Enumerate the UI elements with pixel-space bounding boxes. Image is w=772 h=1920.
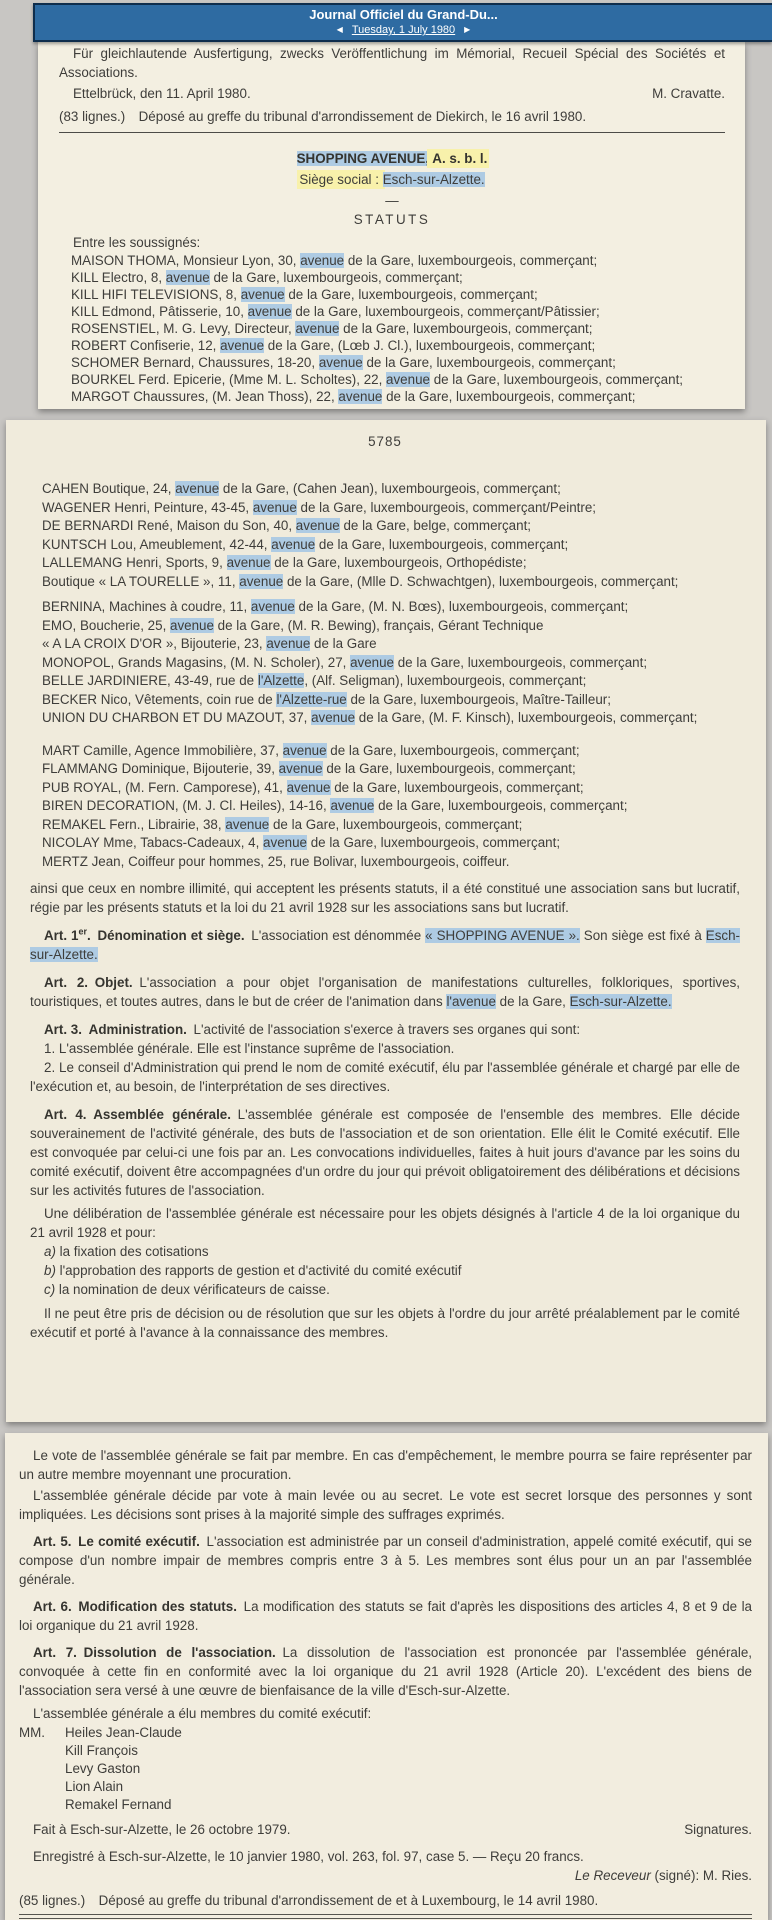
- journal-title: Journal Officiel du Grand-Du...: [309, 7, 498, 22]
- article-4: Art. 4. Assemblée générale. L'assemblée générale est composée de l'ensemble des membres. Elle décide souverainement de l'activité générale, des buts de l'association et de son orientation. Elle élit le Comité exécutif. Elle est convoquée par celui-ci une fois par an. Les convocations individuelles, faites à huit jours d'avance par les soins du comité exécutif, doivent être accompagnées d'un ordre du jour qui prévoit obligatoirement des délibérations et décisions sur les activités futures de l'association.: [30, 1107, 740, 1198]
- text-line: BELLE JARDINIERE, 43-49, rue de l'Alzette, (Alf. Seligman), luxembourgeois, commerçant;: [42, 673, 587, 688]
- search-match-highlight: avenue: [175, 481, 220, 496]
- siege-social-line: [59, 170, 725, 189]
- committee-member: MM. Heiles Jean-Claude: [19, 1725, 182, 1740]
- text-line: CAHEN Boutique, 24, avenue de la Gare, (Cahen Jean), luxembourgeois, commerçant;: [42, 481, 561, 496]
- text-line: WAGENER Henri, Peinture, 43-45, avenue de la Gare, luxembourgeois, commerçant/Peintre;: [42, 499, 596, 515]
- search-match-highlight: avenue: [225, 816, 270, 832]
- search-match-highlight: Esch-sur-Alzette.: [30, 928, 740, 962]
- date-navigation: [35, 23, 772, 37]
- text-line: ROBERT Confiserie, 12, avenue de la Gare, (Lœb J. Cl.), luxembourgeois, commerçant;: [71, 338, 596, 353]
- text-line: MERTZ Jean, Coiffeur pour hommes, 25, rue Bolivar, luxembourgeois, coiffeur.: [42, 853, 510, 869]
- search-match-highlight: avenue: [239, 573, 284, 589]
- statuts-heading: STATUTS: [353, 212, 431, 227]
- text-line: MAISON THOMA, Monsieur Lyon, 30, avenue de la Gare, luxembourgeois, commerçant;: [71, 253, 598, 268]
- text-line: MONOPOL, Grands Magasins, (M. N. Scholer), 27, avenue de la Gare, luxembourgeois, commerçant;: [42, 654, 648, 670]
- text-line: Für gleichlautende Ausfertigung, zwecks Veröffentlichung im Mémorial, Recueil Spécial des Sociétés et Associations.: [59, 46, 725, 80]
- committee-member: Levy Gaston: [65, 1761, 141, 1776]
- search-context-highlight: A. s. b. l.: [429, 151, 488, 166]
- article-1: Art. 1er. Dénomination et siège. L'association est dénommée « SHOPPING AVENUE ». Son siège est fixé à Esch-sur-Alzette.: [30, 926, 740, 962]
- text-line: Enregistré à Esch-sur-Alzette, le 10 janvier 1980, vol. 263, fol. 97, case 5. — Reçu 20 francs.: [33, 1849, 584, 1864]
- text-line: KUNTSCH Lou, Ameublement, 42-44, avenue de la Gare, luxembourgeois, commerçant;: [42, 536, 569, 552]
- search-match-highlight: avenue: [386, 372, 430, 387]
- text-line: BOURKEL Ferd. Epicerie, (Mme M. L. Scholtes), 22, avenue de la Gare, luxembourgeois, commerçant;: [71, 372, 684, 387]
- dateline: Ettelbrück, den 11. April 1980. M. Cravatte.: [73, 86, 725, 101]
- search-match-highlight: l'Alzette: [257, 673, 305, 688]
- search-match-highlight: avenue: [220, 338, 265, 353]
- text-line: MARGOT Chaussures, (M. Jean Thoss), 22, avenue de la Gare, luxembourgeois, commerçant;: [71, 389, 636, 404]
- search-match-highlight: avenue: [165, 270, 210, 285]
- article-5: Art. 5. Le comité exécutif. L'association est administrée par un conseil d'administration, appelé comité exécutif, qui se compose d'un nombre impair de membres compris entre 3 à 5. Les membres sont élus pour un an par l'assemblée générale.: [19, 1534, 752, 1587]
- search-match-highlight: SHOPPING AVENUE,: [296, 151, 430, 166]
- text-line: BERNINA, Machines à coudre, 11, avenue de la Gare, (M. N. Bœs), luxembourgeois, commerçant;: [42, 599, 629, 614]
- search-match-highlight: Esch-sur-Alzette.: [569, 994, 672, 1009]
- text-line: UNION DU CHARBON ET DU MAZOUT, 37, avenue de la Gare, (M. F. Kinsch), luxembourgeois, commerçant;: [42, 710, 698, 725]
- text-line: Le vote de l'assemblée générale se fait par membre. En cas d'empêchement, le membre pourra se faire représenter par un autre membre moyennant une procuration.: [19, 1448, 752, 1482]
- scanned-page-3: [5, 1433, 768, 1920]
- text-line: « A LA CROIX D'OR », Bijouterie, 23, avenue de la Gare: [42, 636, 377, 651]
- scanned-page-1: [38, 42, 745, 409]
- page-number: 5785: [368, 434, 402, 449]
- search-match-highlight: avenue: [240, 287, 285, 302]
- committee-member: Lion Alain: [65, 1779, 124, 1794]
- text-line: L'assemblée générale a élu membres du comité exécutif:: [33, 1706, 372, 1721]
- search-match-highlight: avenue: [278, 761, 323, 776]
- text-line: KILL Edmond, Pâtisserie, 10, avenue de la Gare, luxembourgeois, commerçant/Pâtissier;: [71, 304, 600, 319]
- search-match-highlight: avenue: [282, 742, 327, 758]
- fait-line: Fait à Esch-sur-Alzette, le 26 octobre 1979. Signatures.: [33, 1822, 752, 1837]
- text-line: 2. Le conseil d'Administration qui prend le nom de comité exécutif, élu par l'assemblée générale et chargé par elle de l'exécution et, au besoin, de l'interprétation de ses directives.: [30, 1060, 740, 1094]
- text-line: PUB ROYAL, (M. Fern. Camporese), 41, avenue de la Gare, luxembourgeois, commerçant;: [42, 779, 584, 795]
- search-match-highlight: avenue: [330, 798, 375, 813]
- search-match-highlight: avenue: [295, 518, 340, 533]
- search-match-highlight: avenue: [226, 555, 271, 570]
- text-line: MART Camille, Agence Immobilière, 37, avenue de la Gare, luxembourgeois, commerçant;: [42, 742, 580, 758]
- bottom-divider: [19, 1914, 752, 1919]
- search-match-highlight: avenue: [252, 499, 297, 515]
- next-date-arrow-icon[interactable]: ▶: [464, 25, 471, 34]
- text-line: NICOLAY Mme, Tabacs-Cadeaux, 4, avenue de la Gare, luxembourgeois, commerçant;: [42, 835, 561, 850]
- search-match-highlight: avenue: [250, 599, 295, 614]
- search-match-highlight: « SHOPPING AVENUE ».: [425, 928, 580, 943]
- text-line: Il ne peut être pris de décision ou de résolution que sur les objets à l'ordre du jour arrêté préalablement par le comité exécutif et porté à l'avance à la connaissance des membres.: [30, 1306, 740, 1340]
- search-match-highlight: avenue: [286, 779, 331, 795]
- text-line: FLAMMANG Dominique, Bijouterie, 39, avenue de la Gare, luxembourgeois, commerçant;: [42, 761, 576, 776]
- association-title: [59, 149, 725, 168]
- search-match-highlight: avenue: [170, 617, 214, 633]
- text-line: BIREN DECORATION, (M. J. Cl. Heiles), 14-16, avenue de la Gare, luxembourgeois, commerçant;: [42, 798, 628, 813]
- section-divider: [59, 132, 725, 133]
- text-line: (85 lignes.) Déposé au greffe du tribunal d'arrondissement de et à Luxembourg, le 14 avril 1980.: [19, 1893, 599, 1908]
- text-line: a) la fixation des cotisations: [44, 1244, 209, 1259]
- search-match-highlight: avenue: [247, 304, 292, 319]
- search-match-highlight: l'avenue: [446, 994, 496, 1009]
- search-match-highlight: avenue: [295, 321, 340, 336]
- text-line: REMAKEL Fern., Librairie, 38, avenue de la Gare, luxembourgeois, commerçant;: [42, 816, 523, 832]
- article-2: Art. 2. Objet. L'association a pour objet l'organisation de manifestations culturelles, folkloriques, sportives, touristiques, et toutes autres, dans le but de créer de l'animation dans l'avenue de la Gare, Esch-sur-Alzette.: [30, 975, 740, 1009]
- scanned-page-2: [6, 420, 766, 1422]
- date-link[interactable]: Tuesday, 1 July 1980: [351, 24, 456, 36]
- text-line: Boutique « LA TOURELLE », 11, avenue de la Gare, (Mlle D. Schwachtgen), luxembourgeois, commerçant;: [42, 573, 679, 589]
- text-line: KILL HIFI TELEVISIONS, 8, avenue de la Gare, luxembourgeois, commerçant;: [71, 287, 538, 302]
- text-line: EMO, Boucherie, 25, avenue de la Gare, (M. R. Bewing), français, Gérant Technique: [42, 617, 544, 633]
- viewer-header: [33, 3, 772, 42]
- text-line: Entre les soussignés:: [73, 235, 201, 250]
- text-line: BECKER Nico, Vêtements, coin rue de l'Alzette-rue de la Gare, luxembourgeois, Maître-Tailleur;: [42, 691, 611, 707]
- text-line: LALLEMANG Henri, Sports, 9, avenue de la Gare, luxembourgeois, Orthopédiste;: [42, 555, 527, 570]
- text-line: ROSENSTIEL, M. G. Levy, Directeur, avenue de la Gare, luxembourgeois, commerçant;: [71, 321, 593, 336]
- article-3: Art. 3. Administration. L'activité de l'association s'exerce à travers ses organes qui sont:: [44, 1022, 581, 1037]
- committee-member: Kill François: [65, 1743, 138, 1758]
- search-match-highlight: avenue: [338, 389, 383, 404]
- previous-date-arrow-icon[interactable]: ◀: [336, 25, 343, 34]
- committee-member: Remakel Fernand: [65, 1797, 172, 1812]
- text-line: DE BERNARDI René, Maison du Son, 40, avenue de la Gare, belge, commerçant;: [42, 518, 532, 533]
- search-match-highlight: avenue: [350, 654, 395, 670]
- text-line: KILL Electro, 8, avenue de la Gare, luxembourgeois, commerçant;: [71, 270, 463, 285]
- search-match-highlight: Esch-sur-Alzette.: [382, 172, 485, 187]
- search-match-highlight: avenue: [271, 536, 316, 552]
- text-line: b) l'approbation des rapports de gestion et d'activité du comité exécutif: [44, 1263, 462, 1278]
- text-line: SCHOMER Bernard, Chaussures, 18-20, avenue de la Gare, luxembourgeois, commerçant;: [71, 355, 616, 370]
- receveur-line: Le Receveur (signé): M. Ries.: [574, 1868, 752, 1883]
- text-line: (83 lignes.) Déposé au greffe du tribunal d'arrondissement de Diekirch, le 16 avril 1980.: [59, 109, 587, 124]
- search-match-highlight: avenue: [311, 710, 356, 725]
- search-context-highlight: Siège social :: [299, 172, 383, 187]
- text-line: ainsi que ceux en nombre illimité, qui acceptent les présents statuts, il a été constitué une association sans but lucratif, régie par les présents statuts et la loi du 21 avril 1928 sur les associations sans but lucratif.: [30, 881, 740, 915]
- text-line: L'assemblée générale décide par vote à main levée ou au secret. Le vote est secret lorsque des personnes y sont impliquées. Les décisions sont prises à la majorité simple des suffrages exprimés.: [19, 1488, 752, 1522]
- text-line: c) la nomination de deux vérificateurs de caisse.: [44, 1282, 330, 1297]
- text-line: Une délibération de l'assemblée générale est nécessaire pour les objets désignés à l'article 4 de la loi organique du 21 avril 1928 et pour:: [30, 1206, 740, 1240]
- search-match-highlight: l'Alzette-rue: [276, 691, 347, 707]
- search-match-highlight: avenue: [300, 253, 345, 268]
- article-6: Art. 6. Modification des statuts. La modification des statuts se fait d'après les dispositions des articles 4, 8 et 9 de la loi organique du 21 avril 1928.: [19, 1599, 752, 1633]
- search-match-highlight: avenue: [263, 835, 307, 850]
- text-line: 1. L'assemblée générale. Elle est l'instance suprême de l'association.: [44, 1041, 455, 1056]
- search-match-highlight: avenue: [266, 636, 311, 651]
- separator-dash: —: [385, 193, 399, 208]
- article-7: Art. 7. Dissolution de l'association. La dissolution de l'association est prononcée par l'assemblée générale, convoquée à cette fin en conformité avec la loi organique du 21 avril 1928 (Article 20). L'excédent des biens de l'association sera versé à une œuvre de bienfaisance de la ville d'Esch-sur-Alzette.: [19, 1645, 753, 1698]
- search-match-highlight: avenue: [318, 355, 363, 370]
